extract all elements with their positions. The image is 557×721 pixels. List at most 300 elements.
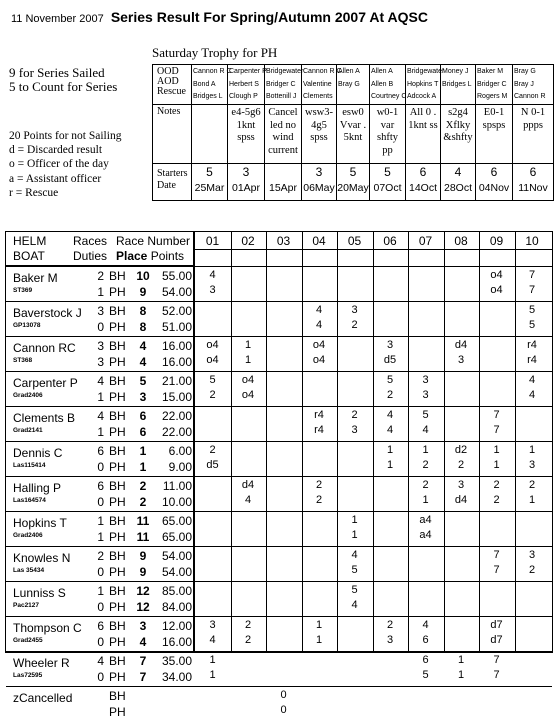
- series-points: 16.00: [161, 635, 192, 649]
- results-table: [5, 231, 553, 719]
- race-date: 07Oct: [373, 182, 402, 194]
- races-count: 1: [97, 514, 104, 528]
- race-result: 4: [386, 409, 394, 421]
- race-result: r4: [314, 409, 324, 421]
- race-result: 5: [422, 669, 429, 681]
- race-result: o4: [490, 269, 503, 281]
- series-points: 84.00: [161, 600, 192, 614]
- race-result: 3: [422, 374, 429, 386]
- key-line: a = Assistant officer: [9, 172, 102, 185]
- helm-name: Baverstock J: [13, 306, 82, 320]
- handicap-type: PH: [109, 670, 126, 684]
- handicap-line: [6, 584, 195, 600]
- handicap-line: [6, 635, 195, 651]
- race-result: 5: [422, 409, 429, 421]
- series-sailed: 9 for Series Sailed: [9, 65, 105, 80]
- handicap-line: [6, 530, 195, 546]
- handicap-type: BH: [109, 619, 126, 633]
- race-result: d5: [206, 459, 219, 471]
- starters-date-labels: Starters Date: [157, 168, 188, 191]
- series-place: 4: [139, 355, 147, 369]
- handicap-line: [6, 320, 195, 336]
- race-result: 1: [386, 459, 394, 471]
- race-result: 2: [422, 459, 429, 471]
- race-date: 28Oct: [443, 182, 472, 194]
- race-result: o4: [241, 389, 255, 401]
- competitor-row: [6, 546, 195, 581]
- series-points: 15.00: [161, 390, 192, 404]
- race-result: 7: [528, 269, 536, 281]
- boat-sail-number: Grad2406: [13, 532, 43, 539]
- race-result: d4: [241, 479, 255, 491]
- officer-labels: OOD AOD Rescue: [157, 66, 186, 97]
- race-officers: Baker M Bridger C Rogers M: [477, 68, 508, 100]
- race-result: 2: [244, 634, 252, 646]
- race-result: 1: [493, 444, 500, 456]
- race-starters: 5: [349, 165, 357, 179]
- handicap-type: BH: [109, 689, 126, 703]
- handicap-type: PH: [109, 495, 126, 509]
- handicap-type: PH: [109, 460, 126, 474]
- race-notes: s2g4 Xflky &shfty: [443, 107, 473, 143]
- race-result: 4: [209, 269, 216, 281]
- races-count: 4: [97, 409, 104, 423]
- race-result: 4: [244, 494, 252, 506]
- race-result: 2: [351, 319, 358, 331]
- race-result: 2: [209, 444, 216, 456]
- boat-sail-number: Las72595: [13, 672, 43, 679]
- series-place: 1: [139, 444, 147, 458]
- race-result: 7: [493, 409, 500, 421]
- place-points-header: Place Points: [116, 249, 185, 263]
- series-place: 2: [139, 479, 147, 493]
- key-legend: [9, 129, 121, 200]
- handicap-type: BH: [109, 409, 126, 423]
- race-result: a4: [419, 514, 432, 526]
- race-result: 3: [209, 284, 216, 296]
- competitor-row: [6, 476, 195, 511]
- race-date: 14Oct: [408, 182, 437, 194]
- handicap-type: BH: [109, 654, 126, 668]
- race-result: 1: [457, 654, 465, 666]
- handicap-type: BH: [109, 549, 126, 563]
- race-result: 4: [386, 424, 394, 436]
- race-result: 5: [386, 374, 394, 386]
- race-number-header: 01: [205, 234, 220, 248]
- race-result: 3: [351, 424, 358, 436]
- race-result: 2: [315, 479, 323, 491]
- series-place: 11: [136, 530, 150, 544]
- handicap-type: PH: [109, 390, 126, 404]
- race-info-column: [302, 64, 342, 201]
- series-place: 7: [139, 670, 147, 684]
- race-result: d4: [454, 339, 468, 351]
- race-result: o4: [241, 374, 255, 386]
- series-place: 3: [139, 390, 147, 404]
- race-result: 2: [386, 619, 394, 631]
- race-info-column: [337, 64, 370, 201]
- races-count: 6: [97, 619, 104, 633]
- races-count: 6: [97, 444, 104, 458]
- race-number-header: 06: [383, 234, 397, 248]
- race-result: 4: [528, 374, 536, 386]
- race-result: 7: [493, 669, 500, 681]
- race-result: 1: [209, 669, 216, 681]
- race-result: 1: [209, 654, 216, 666]
- series-points: 54.00: [161, 565, 192, 579]
- races-count: 2: [97, 269, 104, 283]
- series-points: 51.00: [161, 320, 192, 334]
- boat-sail-number: GP13078: [13, 322, 41, 329]
- handicap-line: [6, 549, 195, 565]
- race-officers: Cannon R C Valentine Clements: [303, 68, 342, 100]
- race-info-column: [370, 64, 406, 201]
- race-result: d7: [490, 634, 503, 646]
- races-count: 0: [97, 320, 104, 334]
- helm-header: HELM: [13, 234, 47, 248]
- races-count: 1: [97, 285, 104, 299]
- helm-name: Cannon RC: [13, 341, 76, 355]
- boat-header: BOAT: [13, 249, 45, 263]
- races-count: 0: [97, 670, 104, 684]
- boat-sail-number: ST369: [13, 287, 33, 294]
- helm-name: zCancelled: [13, 691, 73, 705]
- races-count: 0: [97, 635, 104, 649]
- race-officers: Bridgewater Hopkins T Adcock A: [407, 68, 445, 100]
- race-result: 3: [457, 354, 465, 366]
- series-points: 65.00: [161, 530, 192, 544]
- race-result: d5: [383, 354, 397, 366]
- races-count: 6: [97, 479, 104, 493]
- handicap-type: PH: [109, 285, 126, 299]
- race-info-column: [406, 64, 445, 201]
- race-result: 1: [528, 444, 536, 456]
- handicap-line: [6, 304, 195, 320]
- race-result: 2: [351, 409, 358, 421]
- series-place: 10: [136, 269, 150, 283]
- key-line: 20 Points for not Sailing: [9, 130, 122, 142]
- race-starters: 5: [384, 165, 391, 179]
- race-info-column: [476, 64, 513, 201]
- race-date: 04Nov: [478, 182, 510, 194]
- race-result: a4: [419, 529, 432, 541]
- races-count: 1: [97, 530, 104, 544]
- race-notes: All 0 . 1knt ss: [408, 107, 438, 131]
- series-points: 6.00: [168, 444, 192, 458]
- key-line: d = Discarded result: [9, 144, 103, 157]
- race-result: 6: [422, 654, 429, 666]
- series-place: 3: [139, 619, 147, 633]
- race-result: 3: [351, 304, 358, 316]
- race-result: 2: [386, 389, 394, 401]
- race-date: 11Nov: [518, 182, 548, 194]
- race-number-header: 09: [489, 234, 504, 248]
- race-notes: w0-1 var shfty pp: [376, 107, 399, 156]
- series-points: 10.00: [161, 495, 192, 509]
- competitor-row: [6, 686, 195, 721]
- races-count: 1: [97, 390, 104, 404]
- race-result: 1: [244, 354, 252, 366]
- series-place: 11: [136, 514, 150, 528]
- race-result: 1: [528, 494, 536, 506]
- series-points: 22.00: [161, 409, 192, 423]
- handicap-type: BH: [109, 304, 126, 318]
- race-result: 3: [528, 459, 536, 471]
- race-number-header: 07: [418, 234, 433, 248]
- helm-name: Knowles N: [13, 551, 71, 565]
- helm-name: Carpenter P: [13, 376, 78, 390]
- boat-sail-number: Las115414: [13, 462, 46, 469]
- race-number-header: Race Number: [116, 234, 191, 248]
- key-line: r = Rescue: [9, 186, 59, 199]
- race-date: 01Apr: [231, 182, 261, 194]
- handicap-type: PH: [109, 320, 126, 334]
- handicap-type: BH: [109, 444, 126, 458]
- race-result: 3: [457, 479, 465, 491]
- race-result: 7: [528, 284, 536, 296]
- competitor-row: [6, 511, 195, 546]
- race-info-column: [192, 64, 232, 201]
- race-result: 2: [457, 459, 465, 471]
- race-result: 3: [386, 634, 394, 646]
- handicap-type: BH: [109, 479, 126, 493]
- series-points: 16.00: [161, 339, 192, 353]
- handicap-line: [6, 654, 195, 670]
- race-result: 1: [493, 459, 500, 471]
- race-result: 5: [351, 584, 358, 596]
- handicap-type: BH: [109, 584, 126, 598]
- handicap-type: PH: [109, 355, 126, 369]
- race-result: 1: [422, 494, 429, 506]
- boat-sail-number: ST368: [13, 357, 33, 364]
- race-result: 4: [351, 549, 358, 561]
- series-place: 1: [139, 460, 147, 474]
- race-officers: Cannon R C Bond A Bridges L: [193, 68, 232, 100]
- races-count: 4: [97, 374, 104, 388]
- race-officers: Allen A Allen B Courtney C: [371, 68, 407, 100]
- handicap-type: BH: [109, 514, 126, 528]
- helm-name: Wheeler R: [13, 656, 70, 670]
- handicap-line: [6, 285, 195, 301]
- race-result: 4: [422, 619, 429, 631]
- race-result: 1: [244, 339, 252, 351]
- race-starters: 6: [490, 165, 498, 179]
- race-notes: e4-5g6 1knt spss: [231, 107, 261, 143]
- race-result: 4: [422, 424, 429, 436]
- race-starters: 4: [454, 165, 462, 179]
- series-place: 8: [139, 320, 147, 334]
- race-result: 5: [528, 319, 536, 331]
- series-place: 6: [139, 409, 147, 423]
- race-starters: 5: [206, 165, 213, 179]
- handicap-line: [6, 460, 195, 476]
- series-points: 35.00: [161, 654, 192, 668]
- races-count: 1: [97, 425, 104, 439]
- series-place: 5: [139, 374, 147, 388]
- handicap-type: BH: [109, 339, 126, 353]
- race-result: 2: [422, 479, 429, 491]
- races-count: 0: [97, 565, 104, 579]
- helm-name: Lunniss S: [13, 586, 66, 600]
- boat-sail-number: Grad2141: [13, 427, 43, 434]
- competitor-row: [6, 336, 195, 371]
- handicap-type: PH: [109, 635, 126, 649]
- handicap-line: [6, 689, 195, 705]
- race-result: r4: [527, 339, 537, 351]
- race-number-header: 03: [276, 234, 291, 248]
- race-number-header: 04: [312, 234, 326, 248]
- boat-sail-number: Las 35434: [13, 567, 45, 574]
- handicap-line: [6, 339, 195, 355]
- races-count: 0: [97, 460, 104, 474]
- handicap-type: PH: [109, 530, 126, 544]
- race-officers: Bridgewater Bridger C Bottenill J: [266, 68, 304, 100]
- series-place: 12: [136, 600, 150, 614]
- race-result: 1: [315, 634, 323, 646]
- race-result: 2: [315, 494, 323, 506]
- race-result: 2: [528, 564, 536, 576]
- races-count: 4: [97, 654, 104, 668]
- duties-header: Duties: [73, 249, 108, 263]
- handicap-line: [6, 514, 195, 530]
- handicap-line: [6, 619, 195, 635]
- report-title: Series Result For Spring/Autumn 2007 At AQSC: [110, 9, 428, 25]
- handicap-line: [6, 374, 195, 390]
- helm-name: Dennis C: [13, 446, 63, 460]
- races-count: 2: [97, 549, 104, 563]
- helm-name: Baker M: [13, 271, 58, 285]
- race-notes: E0-1 spsps: [482, 107, 506, 131]
- race-result: 5: [528, 304, 536, 316]
- handicap-type: BH: [109, 374, 126, 388]
- race-result: 1: [351, 514, 358, 526]
- boat-sail-number: Pac2127: [13, 602, 40, 609]
- races-count: 3: [97, 304, 104, 318]
- race-officers: Carpenter P Herbert S Clough P: [229, 68, 267, 100]
- race-results-grid: [195, 232, 552, 716]
- series-points: 9.00: [168, 460, 192, 474]
- handicap-line: [6, 444, 195, 460]
- race-officers: Allen A Bray G: [338, 68, 360, 88]
- race-info-column: [228, 64, 265, 201]
- handicap-type: PH: [109, 705, 126, 719]
- handicap-line: [6, 409, 195, 425]
- race-result: 7: [493, 564, 500, 576]
- handicap-line: [6, 355, 195, 371]
- race-number-header: 05: [347, 234, 362, 248]
- race-info-column: [441, 64, 476, 201]
- race-result: 4: [528, 389, 536, 401]
- race-date: 15Apr: [268, 182, 298, 194]
- series-points: 85.00: [161, 584, 192, 598]
- handicap-line: [6, 670, 195, 686]
- race-notes: N 0-1 ppps: [520, 107, 546, 131]
- race-info-table: [152, 64, 554, 201]
- trophy-name: Saturday Trophy for PH: [152, 45, 278, 60]
- handicap-type: PH: [109, 600, 126, 614]
- races-count: 3: [97, 339, 104, 353]
- race-result: 7: [493, 654, 500, 666]
- series-points: 34.00: [161, 670, 192, 684]
- race-result: o4: [312, 339, 326, 351]
- boat-sail-number: Grad2455: [13, 637, 43, 644]
- series-place: 4: [139, 635, 147, 649]
- standings-panel: [6, 232, 195, 719]
- series-place: 4: [139, 339, 147, 353]
- series-points: 16.00: [161, 355, 192, 369]
- competitor-row: [6, 441, 195, 476]
- competitor-row: [6, 651, 195, 686]
- race-number-header: 02: [241, 234, 255, 248]
- race-result: o4: [206, 339, 219, 351]
- series-points: 65.00: [161, 514, 192, 528]
- race-result: 4: [315, 304, 323, 316]
- race-result: r4: [314, 424, 324, 436]
- race-notes: Cancel led no wind current: [268, 107, 298, 156]
- race-date: 20May: [337, 182, 369, 194]
- boat-sail-number: Grad2406: [13, 392, 43, 399]
- race-result: 3: [209, 619, 216, 631]
- series-points: 21.00: [161, 374, 192, 388]
- race-result: 2: [528, 479, 536, 491]
- handicap-type: BH: [109, 269, 126, 283]
- handicap-line: [6, 479, 195, 495]
- series-legend: [9, 66, 117, 94]
- race-result: 4: [351, 599, 358, 611]
- race-result: 1: [457, 669, 465, 681]
- race-result: 7: [493, 424, 500, 436]
- races-count: 3: [97, 355, 104, 369]
- race-result: o4: [206, 354, 219, 366]
- series-place: 9: [139, 565, 147, 579]
- race-result: 2: [493, 479, 500, 491]
- race-date: 06May: [303, 182, 335, 194]
- handicap-line: [6, 565, 195, 581]
- race-result: 0: [280, 689, 287, 701]
- competitor-row: [6, 371, 195, 406]
- boat-sail-number: Las164574: [13, 497, 46, 504]
- helm-name: Halling P: [13, 481, 62, 495]
- race-result: 4: [209, 634, 216, 646]
- series-points: 54.00: [161, 285, 192, 299]
- series-place: 8: [139, 304, 147, 318]
- series-to-count: 5 to Count for Series: [9, 79, 118, 94]
- handicap-type: PH: [109, 565, 126, 579]
- race-result: 2: [209, 389, 216, 401]
- series-points: 12.00: [161, 619, 192, 633]
- race-officers: Money J Bridges L: [442, 68, 472, 88]
- race-result: r4: [527, 354, 537, 366]
- races-count: 1: [97, 584, 104, 598]
- handicap-line: [6, 390, 195, 406]
- series-place: 6: [139, 425, 147, 439]
- race-result: 1: [351, 529, 358, 541]
- notes-label: Notes: [157, 106, 181, 117]
- race-result: 2: [244, 619, 252, 631]
- race-result: 1: [422, 444, 429, 456]
- series-place: 2: [139, 495, 147, 509]
- report-heading: [11, 9, 428, 25]
- race-info-labels: [152, 64, 192, 201]
- series-points: 22.00: [161, 425, 192, 439]
- helm-name: Hopkins T: [13, 516, 67, 530]
- race-starters: 6: [529, 165, 537, 179]
- series-points: 54.00: [161, 549, 192, 563]
- race-result: 2: [493, 494, 500, 506]
- race-number-header: 10: [525, 234, 539, 248]
- competitor-row: [6, 301, 195, 336]
- helm-name: Thompson C: [13, 621, 82, 635]
